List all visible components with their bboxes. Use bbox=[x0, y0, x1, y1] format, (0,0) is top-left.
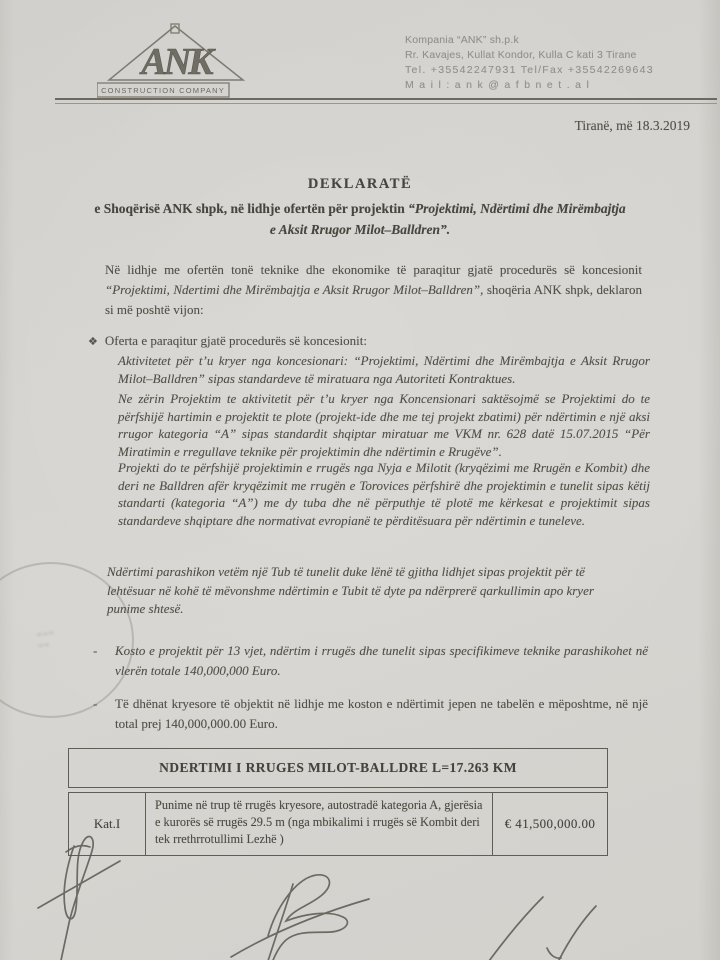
table-header-cell: NDERTIMI I RRUGES MILOT-BALLDRE L=17.263 KM bbox=[68, 748, 608, 788]
company-info-block bbox=[405, 33, 705, 93]
company-logo bbox=[97, 22, 255, 104]
ank-logo-graphic bbox=[97, 22, 255, 104]
data-dash-text: Të dhënat kryesore të objektit në lidhje me koston e ndërtimit jepen ne tabelën e mëposhtme, në një total prej 140,000,000.00 Euro. bbox=[115, 696, 648, 731]
intro-pre: Në lidhje me ofertën tonë teknike dhe ekonomike të paraqitur gjatë procedurës së koncesionit bbox=[105, 262, 642, 277]
header-divider bbox=[55, 98, 717, 104]
category-cell: Kat.I bbox=[69, 793, 146, 855]
logo-text: ANK bbox=[141, 41, 211, 83]
bullet-heading-text: Oferta e paraqitur gjatë procedurës së koncesionit: bbox=[104, 333, 367, 348]
intro-post: shoqëria ANK shpk, deklaron si më poshtë vijon: bbox=[105, 282, 642, 317]
company-name-line: Kompania “ANK” sh.p.k bbox=[405, 34, 519, 46]
company-mail-line: M a i l : a n k @ a f b n e t . a l bbox=[405, 79, 591, 91]
diamond-bullet-icon: ❖ bbox=[88, 336, 98, 348]
logo-tagline: CONSTRUCTION COMPANY bbox=[101, 86, 225, 95]
cost-table bbox=[68, 748, 608, 856]
cost-dash-item bbox=[93, 641, 648, 681]
paragraph-projekti: Projekti do te përfshijë projektimin e rrugës nga Nyja e Milotit (kryqëzimi me Rrugën e Kombit) dhe deri ne Balldren afër kryqëzimit me rrugën e Torovices përfshirë dhe projektimin e tunelit sipas këtij standarti (kategoria “A”) me dy tuba dhe në përputhje të plotë me kërkesat e projektimit sipas standardeve shqiptare dhe normativat evropianë te përditësuara për ndërtimin e tuneleve. bbox=[118, 460, 650, 528]
paragraph-tunel-tub: Ndërtimi parashikon vetëm një Tub të tunelit duke lënë të gjitha lidhjet sipas projektit për të lehtësuar në kohë të mëvonshme ndërtimin e Tubit të dyte pa ndërprerë qarkullimin apo kryer punime shtesë. bbox=[107, 564, 594, 616]
cost-dash-text: Kosto e projektit për 13 vjet, ndërtim i rrugës dhe tunelit sipas specifikimeve teknike parashikohet në vlerën totale 140,000,000 Euro. bbox=[115, 643, 648, 678]
table-row bbox=[68, 792, 608, 856]
signature-strokes-right bbox=[489, 897, 596, 960]
company-phone-line: Tel. +35542247931 Tel/Fax +35542269643 bbox=[405, 64, 654, 76]
signature-scribble-center bbox=[231, 875, 369, 960]
dash-marker: - bbox=[93, 643, 98, 658]
company-address-line: Rr. Kavajes, Kullat Kondor, Kulla C kati 3 Tirane bbox=[405, 49, 637, 61]
data-dash-item bbox=[93, 694, 648, 734]
document-title: DEKLARATË bbox=[307, 176, 413, 192]
intro-project-name: “Projektimi, Ndertimi dhe Mirëmbajtja e Aksit Rrugor Milot–Balldren”, bbox=[105, 282, 487, 297]
description-cell: Punime në trup të rrugës kryesore, autostradë kategoria A, gjerësia e kurorës së rrugës 29.5 m (nga mbikalimi i rrugës së Kombit deri tek rrethrrotullimi Lezhë ) bbox=[146, 793, 493, 855]
amount-cell: € 41,500,000.00 bbox=[504, 816, 596, 831]
paragraph-projektim: Ne zërin Projektim te aktivitetit për t’u kryer nga Koncensionari saktësojmë se Projektimi do te përfshijë hartimin e projektit te plote (projekt-ide dhe me tej projekt zbatimi) për ndërtimin e një aksi rrugor kategoria “A” sipas standardit shqiptar miratuar me VKM nr. 628 datë 15.07.2015 “Për Miratimin e rregullave teknike për projektimin dhe ndërtimin e Rrugëve”. bbox=[118, 391, 650, 459]
date-line: Tiranë, më 18.3.2019 bbox=[574, 118, 690, 133]
stamp-ink-smudge: ⌁⌁⌁ ⌁⌁ bbox=[35, 627, 55, 652]
subtitle-project-name: “Projektimi, Ndërtimi dhe Mirëmbajtja e Aksit Rrugor Milot–Balldren”. bbox=[269, 201, 626, 237]
intro-paragraph bbox=[105, 260, 642, 320]
subtitle-normal: e Shoqërisë ANK shpk, në lidhje ofertën për projektin bbox=[94, 201, 409, 216]
document-subtitle bbox=[90, 198, 630, 240]
offer-bullet-heading bbox=[88, 333, 638, 349]
dash-marker: - bbox=[93, 696, 98, 711]
paragraph-aktivitetet: Aktivitetet për t’u kryer nga koncesionari: “Projektimi, Ndërtimi dhe Mirëmbajtja e Aksit Rrugor Milot–Balldren” sipas standardeve të miratuara nga Autoriteti Kontraktues. bbox=[118, 353, 650, 386]
